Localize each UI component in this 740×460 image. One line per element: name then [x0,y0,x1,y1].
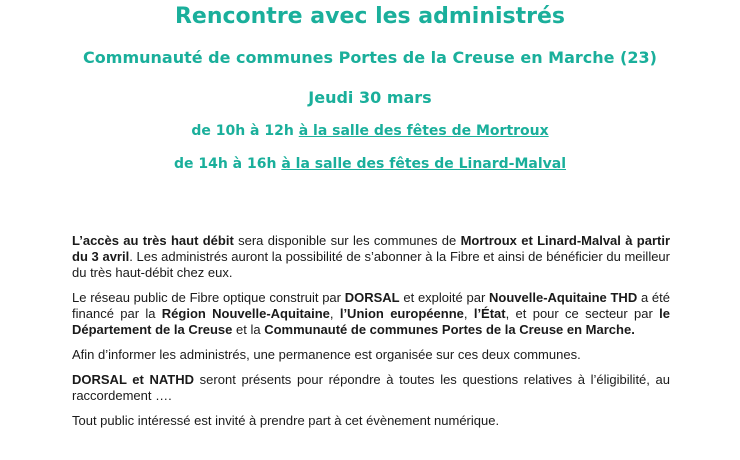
bold-departement: le Département de la Creuse [72,306,670,337]
session-morning-time: de 10h à 12h [191,123,294,139]
text-span: , et pour ce secteur par [505,306,660,321]
text-span: . Les administrés auront la possibilité de s’abonner à la Fibre et ainsi de bénéficier du meilleur du très haut-débit chez eux. [72,249,670,280]
text-span: seront présents pour répondre à toutes les questions relatives à l’éligibilité, au raccordement …. [72,372,671,403]
page-subtitle: Communauté de communes Portes de la Creuse en Marche (23) [83,48,657,67]
bold-dorsal: DORSAL [344,290,400,305]
text-span: , [329,306,340,321]
paragraph-network [72,290,670,338]
bold-eu: l’Union européenne [339,306,464,321]
event-date: Jeudi 30 mars [308,88,432,107]
body-text [72,233,670,438]
text-span: Le réseau public de Fibre optique construit par [72,290,345,305]
session-morning [0,123,740,139]
bold-nathd: Nouvelle-Aquitaine THD [489,290,638,305]
bold-communes-date: Mortroux et Linard-Malval à partir du 3 avril [72,233,670,264]
text-span: et la [232,322,265,337]
bold-etat: l’État [473,306,506,321]
text-span: a été financé par la [72,290,670,321]
bold-communaute: Communauté de communes Portes de la Creuse en Marche. [264,322,635,337]
session-afternoon-time: de 14h à 16h [173,156,277,172]
paragraph-presence [72,372,670,404]
text-span: sera disponible sur les communes de [233,233,461,248]
bold-region: Région Nouvelle-Aquitaine [161,306,330,321]
page-title: Rencontre avec les administrés [174,4,566,29]
paragraph-invite: Tout public intéressé est invité à prendre part à cet évènement numérique. [72,413,500,428]
session-afternoon [0,156,740,172]
paragraph-inform: Afin d’informer les administrés, une permanence est organisée sur ces deux communes. [72,347,581,362]
session-afternoon-place-link[interactable]: à la salle des fêtes de Linard-Malval [281,156,567,172]
bold-dorsal-nathd: DORSAL et NATHD [72,372,195,387]
text-span: , [463,306,474,321]
session-morning-place-link[interactable]: à la salle des fêtes de Mortroux [298,123,549,139]
text-span: et exploité par [399,290,490,305]
paragraph-access [72,233,670,281]
bold-access: L’accès au très haut débit [72,233,234,248]
